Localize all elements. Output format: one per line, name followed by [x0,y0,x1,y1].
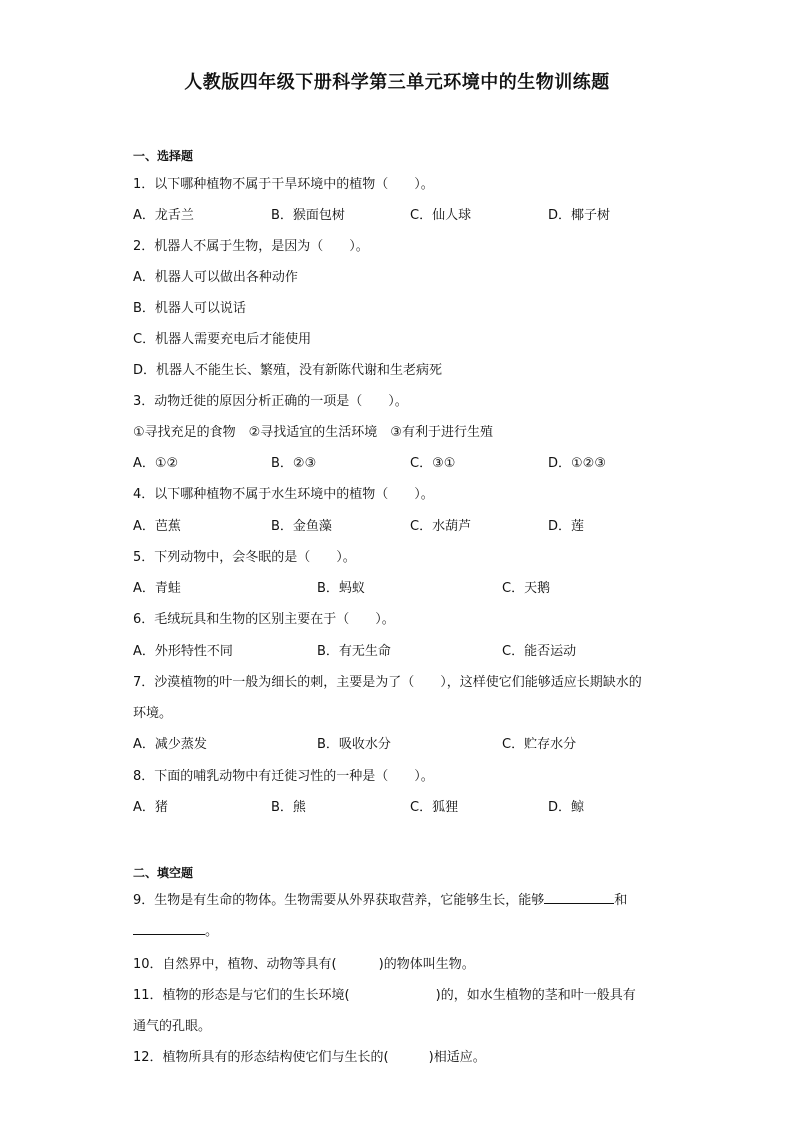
q5-option-a: A．青蛙 [133,581,181,596]
q10-text-1: 10．自然界中，植物、动物等具有( [133,957,337,972]
question-3-stem: 3．动物迁徙的原因分析正确的一项是（ ）。 [133,394,408,409]
q3-option-b: B．②③ [271,456,317,471]
question-2-stem: 2．机器人不属于生物，是因为（ ）。 [133,239,369,254]
q4-option-b: B．金鱼藻 [271,519,332,534]
q8-option-a: A．猪 [133,800,168,815]
question-9 [133,889,627,908]
q8-option-c: C．狐狸 [410,800,459,815]
q1-option-c: C．仙人球 [410,208,472,223]
q7-option-a: A．减少蒸发 [133,737,207,752]
q5-option-c: C．天鹅 [502,581,551,596]
q1-option-d: D．椰子树 [548,208,611,223]
q7-option-b: B．吸收水分 [317,737,391,752]
q9-text-2: 和 [614,893,628,908]
q3-option-d: D．①②③ [548,456,606,471]
question-4-stem: 4．以下哪种植物不属于水生环境中的植物（ ）。 [133,487,434,502]
q10-text-2: )的物体叫生物。 [378,957,475,972]
q6-option-a: A．外形特性不同 [133,644,233,659]
question-12 [133,1046,486,1065]
question-8-stem: 8．下面的哺乳动物中有迁徙习性的一种是（ ）。 [133,769,434,784]
q6-option-b: B．有无生命 [317,644,391,659]
q1-option-b: B．猴面包树 [271,208,345,223]
question-1-stem: 1．以下哪种植物不属于干旱环境中的植物（ ）。 [133,177,434,192]
question-10 [133,953,475,972]
section-heading-choice: 一、选择题 [133,149,194,163]
q9-text-3: 。 [205,924,219,939]
q5-option-b: B．蚂蚁 [317,581,365,596]
q4-option-d: D．莲 [548,519,585,534]
q2-option-a: A．机器人可以做出各种动作 [133,270,298,285]
question-11 [133,984,636,1003]
question-11-continued: 通气的孔眼。 [133,1019,212,1034]
q11-text-1: 11．植物的形态是与它们的生长环境( [133,988,350,1003]
q9-text-1: 9．生物是有生命的物体。生物需要从外界获取营养，它能够生长，能够 [133,893,545,908]
q7-option-c: C．贮存水分 [502,737,577,752]
q2-option-b: B．机器人可以说话 [133,301,246,316]
q9-blank-2[interactable] [133,922,205,935]
question-7-stem: 7．沙漠植物的叶一般为细长的刺，主要是为了（ ），这样使它们能够适应长期缺水的 [133,675,642,690]
q12-text-1: 12．植物所具有的形态结构使它们与生长的( [133,1050,389,1065]
q2-option-d: D．机器人不能生长、繁殖，没有新陈代谢和生老病死 [133,363,443,378]
q9-blank-1[interactable] [544,891,614,904]
question-6-stem: 6．毛绒玩具和生物的区别主要在于（ ）。 [133,612,395,627]
section-heading-fill: 二、填空题 [133,866,194,880]
q3-option-c: C．③① [410,456,456,471]
question-7-stem-continued: 环境。 [133,706,173,721]
q11-text-2: )的，如水生植物的茎和叶一般具有 [435,988,636,1003]
q3-note: ①寻找充足的食物 ②寻找适宜的生活环境 ③有利于进行生殖 [133,425,493,440]
q8-option-b: B．熊 [271,800,306,815]
q4-option-c: C．水葫芦 [410,519,472,534]
q3-option-a: A．①② [133,456,179,471]
page-title: 人教版四年级下册科学第三单元环境中的生物训练题 [184,72,610,93]
question-5-stem: 5．下列动物中，会冬眠的是（ ）。 [133,550,356,565]
q4-option-a: A．芭蕉 [133,519,181,534]
question-9-continued [133,920,218,939]
q6-option-c: C．能否运动 [502,644,577,659]
q12-text-2: )相适应。 [428,1050,486,1065]
q8-option-d: D．鲸 [548,800,585,815]
q1-option-a: A．龙舌兰 [133,208,194,223]
q2-option-c: C．机器人需要充电后才能使用 [133,332,312,347]
